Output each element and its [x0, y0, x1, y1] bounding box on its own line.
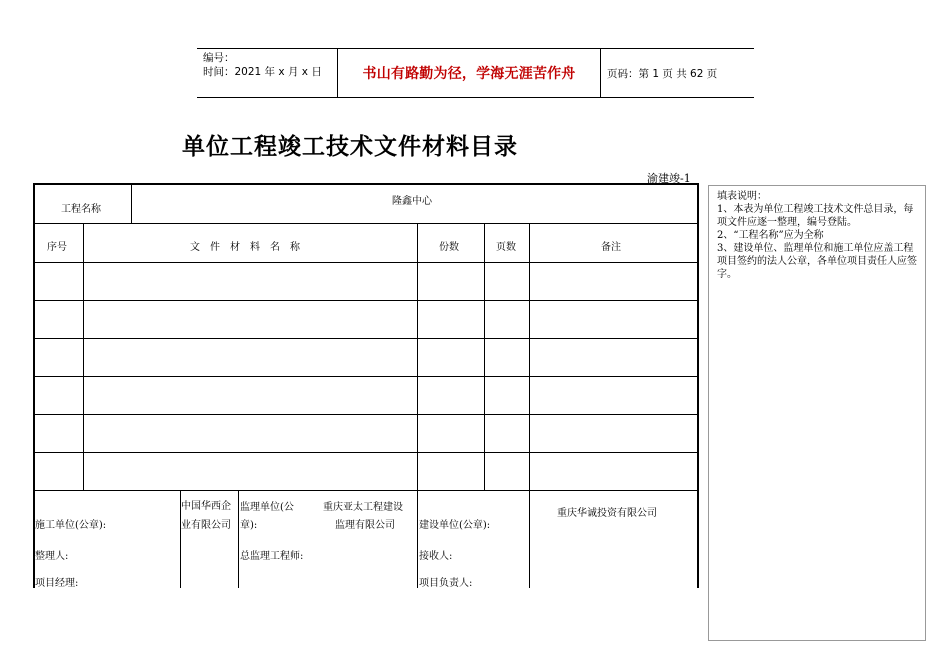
col-divider	[484, 223, 485, 490]
header-motto-cell	[337, 49, 601, 97]
col-header-pages: 页数	[496, 242, 516, 253]
motto-text: 书山有路勤为径，学海无涯苦作舟	[362, 66, 576, 82]
row-divider	[35, 376, 697, 377]
owner-unit-label: 建设单位(公章):	[419, 520, 491, 531]
page-title: 单位工程竣工技术文件材料目录	[182, 134, 518, 160]
supervision-unit-value-1: 重庆亚太工程建设	[323, 502, 403, 513]
instruction-item: 1、本表为单位工程竣工技术文件总目录，每项文件应逐一整理，编号登陆。	[717, 204, 914, 228]
organizer-label: 整理人:	[35, 551, 69, 562]
instruction-item: 2、“工程名称”应为全称	[717, 230, 824, 241]
project-name-label: 工程名称	[61, 204, 101, 215]
construction-unit-value-2: 业有限公司	[181, 520, 231, 531]
col-header-name: 文 件 材 料 名 称	[190, 242, 300, 253]
instructions-panel	[708, 185, 926, 641]
instruction-item: 3、建设单位、监理单位和施工单位应盖工程项目签约的法人公章，各单位项目责任人应签字。	[717, 243, 917, 280]
col-divider	[417, 223, 418, 588]
row-divider	[35, 223, 697, 224]
col-divider	[529, 223, 530, 588]
col-header-index: 序号	[47, 242, 67, 253]
col-divider	[83, 223, 84, 490]
owner-unit-value: 重庆华诚投资有限公司	[557, 508, 657, 519]
receiver-label: 接收人:	[419, 551, 453, 562]
supervision-unit-label-1: 监理单位(公	[240, 502, 294, 513]
construction-unit-label: 施工单位(公章):	[35, 520, 107, 531]
serial-number-label: 编号：	[203, 52, 235, 64]
catalog-form	[33, 183, 699, 588]
col-header-remarks: 备注	[601, 242, 621, 253]
supervision-unit-value-2: 监理有限公司	[335, 520, 395, 531]
header-meta	[197, 49, 337, 99]
supervision-unit-label-2: 章):	[240, 520, 258, 531]
project-manager-label: 项目经理:	[35, 578, 79, 589]
chief-engineer-label: 总监理工程师:	[240, 551, 304, 562]
row-divider	[35, 490, 697, 491]
row-divider	[35, 452, 697, 453]
responsible-person-label: 项目负责人:	[419, 578, 473, 589]
col-divider	[131, 185, 132, 223]
project-name-value: 隆鑫中心	[392, 196, 432, 207]
row-divider	[35, 414, 697, 415]
form-code: 渝建竣-1	[647, 172, 691, 185]
col-divider	[238, 490, 239, 588]
row-divider	[35, 338, 697, 339]
row-divider	[35, 300, 697, 301]
row-divider	[35, 262, 697, 263]
instructions-heading: 填表说明：	[717, 191, 767, 202]
construction-unit-value-1: 中国华西企	[181, 501, 231, 512]
col-header-copies: 份数	[439, 242, 459, 253]
time-label: 时间：2021 年 x 月 x 日	[203, 66, 322, 78]
page-info: 页码：第 1 页 共 62 页	[607, 67, 718, 80]
document-header	[197, 48, 754, 98]
